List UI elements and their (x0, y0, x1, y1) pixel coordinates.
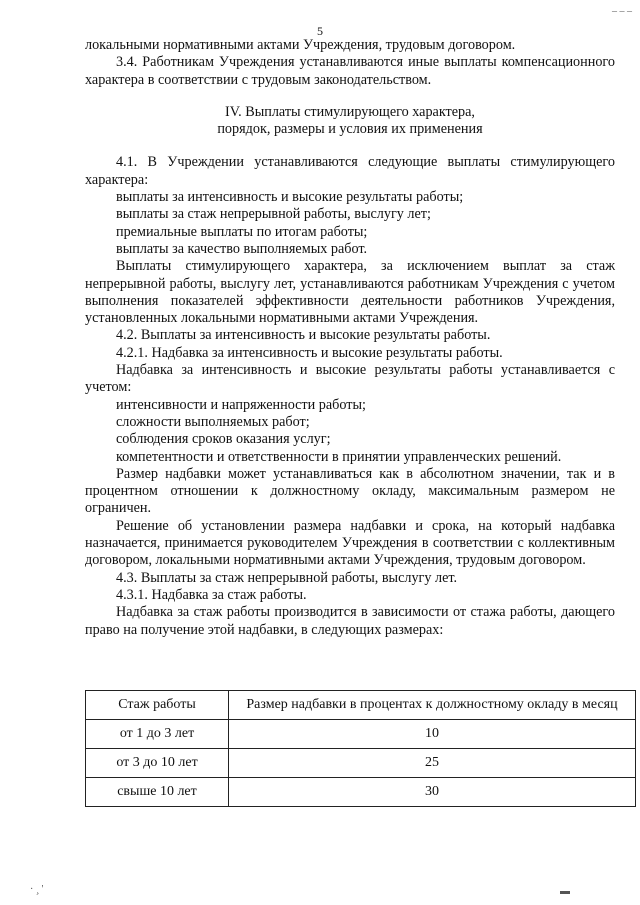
list-item: выплаты за стаж непрерывной работы, выслугу лет; (116, 206, 431, 223)
table-header-row (86, 691, 636, 720)
list-item: соблюдения сроков оказания услуг; (116, 431, 331, 448)
paragraph: Выплаты стимулирующего характера, за исключением выплат за стаж непрерывной работы, выслугу лет, устанавливаются работникам Учреждения с учетом выполнения показателей эффективности деятельности работников Учреждения, установленных локальными нормативными актами Учреждения. (85, 258, 615, 327)
page-number: 5 (317, 24, 323, 38)
document-body (85, 37, 615, 639)
paragraph: Надбавка за стаж работы производится в зависимости от стажа работы, дающего право на получение этой надбавки, в следующих размерах: (85, 604, 615, 638)
paragraph: локальными нормативными актами Учреждения, трудовым договором. (85, 37, 516, 53)
allowance-table (85, 690, 636, 807)
table-cell: 10 (229, 720, 636, 749)
table-row (86, 720, 636, 749)
paragraph: Решение об установлении размера надбавки и срока, на который надбавка назначается, принимается руководителем Учреждения в соответствии с коллективным договором, локальными нормативными актами Учреждения, трудовым договором. (85, 517, 615, 569)
scan-artifact-mark: – – – (612, 6, 632, 17)
table-cell: свыше 10 лет (86, 778, 229, 807)
list-item: интенсивности и напряженности работы; (116, 396, 366, 413)
paragraph: 4.1. В Учреждении устанавливаются следующие выплаты стимулирующего характера: (85, 154, 615, 188)
table-cell: 25 (229, 749, 636, 778)
paragraph: Размер надбавки может устанавливаться как в абсолютном значении, так и в процентном отношении к должностному окладу, максимальным размером не ограничен. (85, 465, 615, 517)
paragraph: Надбавка за интенсивность и высокие результаты работы устанавливается с учетом: (85, 362, 615, 396)
scan-artifact-mark: · ¸ ' (30, 884, 44, 895)
table-cell: от 1 до 3 лет (86, 720, 229, 749)
paragraph: 4.3.1. Надбавка за стаж работы. (116, 586, 307, 603)
section-heading-line: IV. Выплаты стимулирующего характера, (225, 103, 475, 120)
list-item: компетентности и ответственности в принятии управленческих решений. (116, 448, 562, 465)
table-header-cell: Стаж работы (86, 691, 229, 720)
table-row (86, 749, 636, 778)
paragraph: 4.3. Выплаты за стаж непрерывной работы, выслугу лет. (116, 569, 458, 586)
table-row (86, 778, 636, 807)
paragraph: 4.2.1. Надбавка за интенсивность и высокие результаты работы. (116, 344, 503, 361)
list-item: премиальные выплаты по итогам работы; (116, 223, 368, 240)
list-item: выплаты за качество выполняемых работ. (116, 240, 368, 257)
scan-artifact-mark: ▬ (560, 886, 570, 897)
paragraph: 3.4. Работникам Учреждения устанавливаются иные выплаты компенсационного характера в соответствии с трудовым законодательством. (85, 54, 615, 88)
section-heading (85, 104, 615, 139)
section-heading-line: порядок, размеры и условия их применения (217, 121, 483, 138)
table-cell: от 3 до 10 лет (86, 749, 229, 778)
table-header-cell: Размер надбавки в процентах к должностному окладу в месяц (229, 691, 636, 720)
paragraph: 4.2. Выплаты за интенсивность и высокие результаты работы. (116, 327, 491, 344)
list-item: выплаты за интенсивность и высокие результаты работы; (116, 189, 464, 206)
list-item: сложности выполняемых работ; (116, 413, 310, 430)
table-cell: 30 (229, 778, 636, 807)
